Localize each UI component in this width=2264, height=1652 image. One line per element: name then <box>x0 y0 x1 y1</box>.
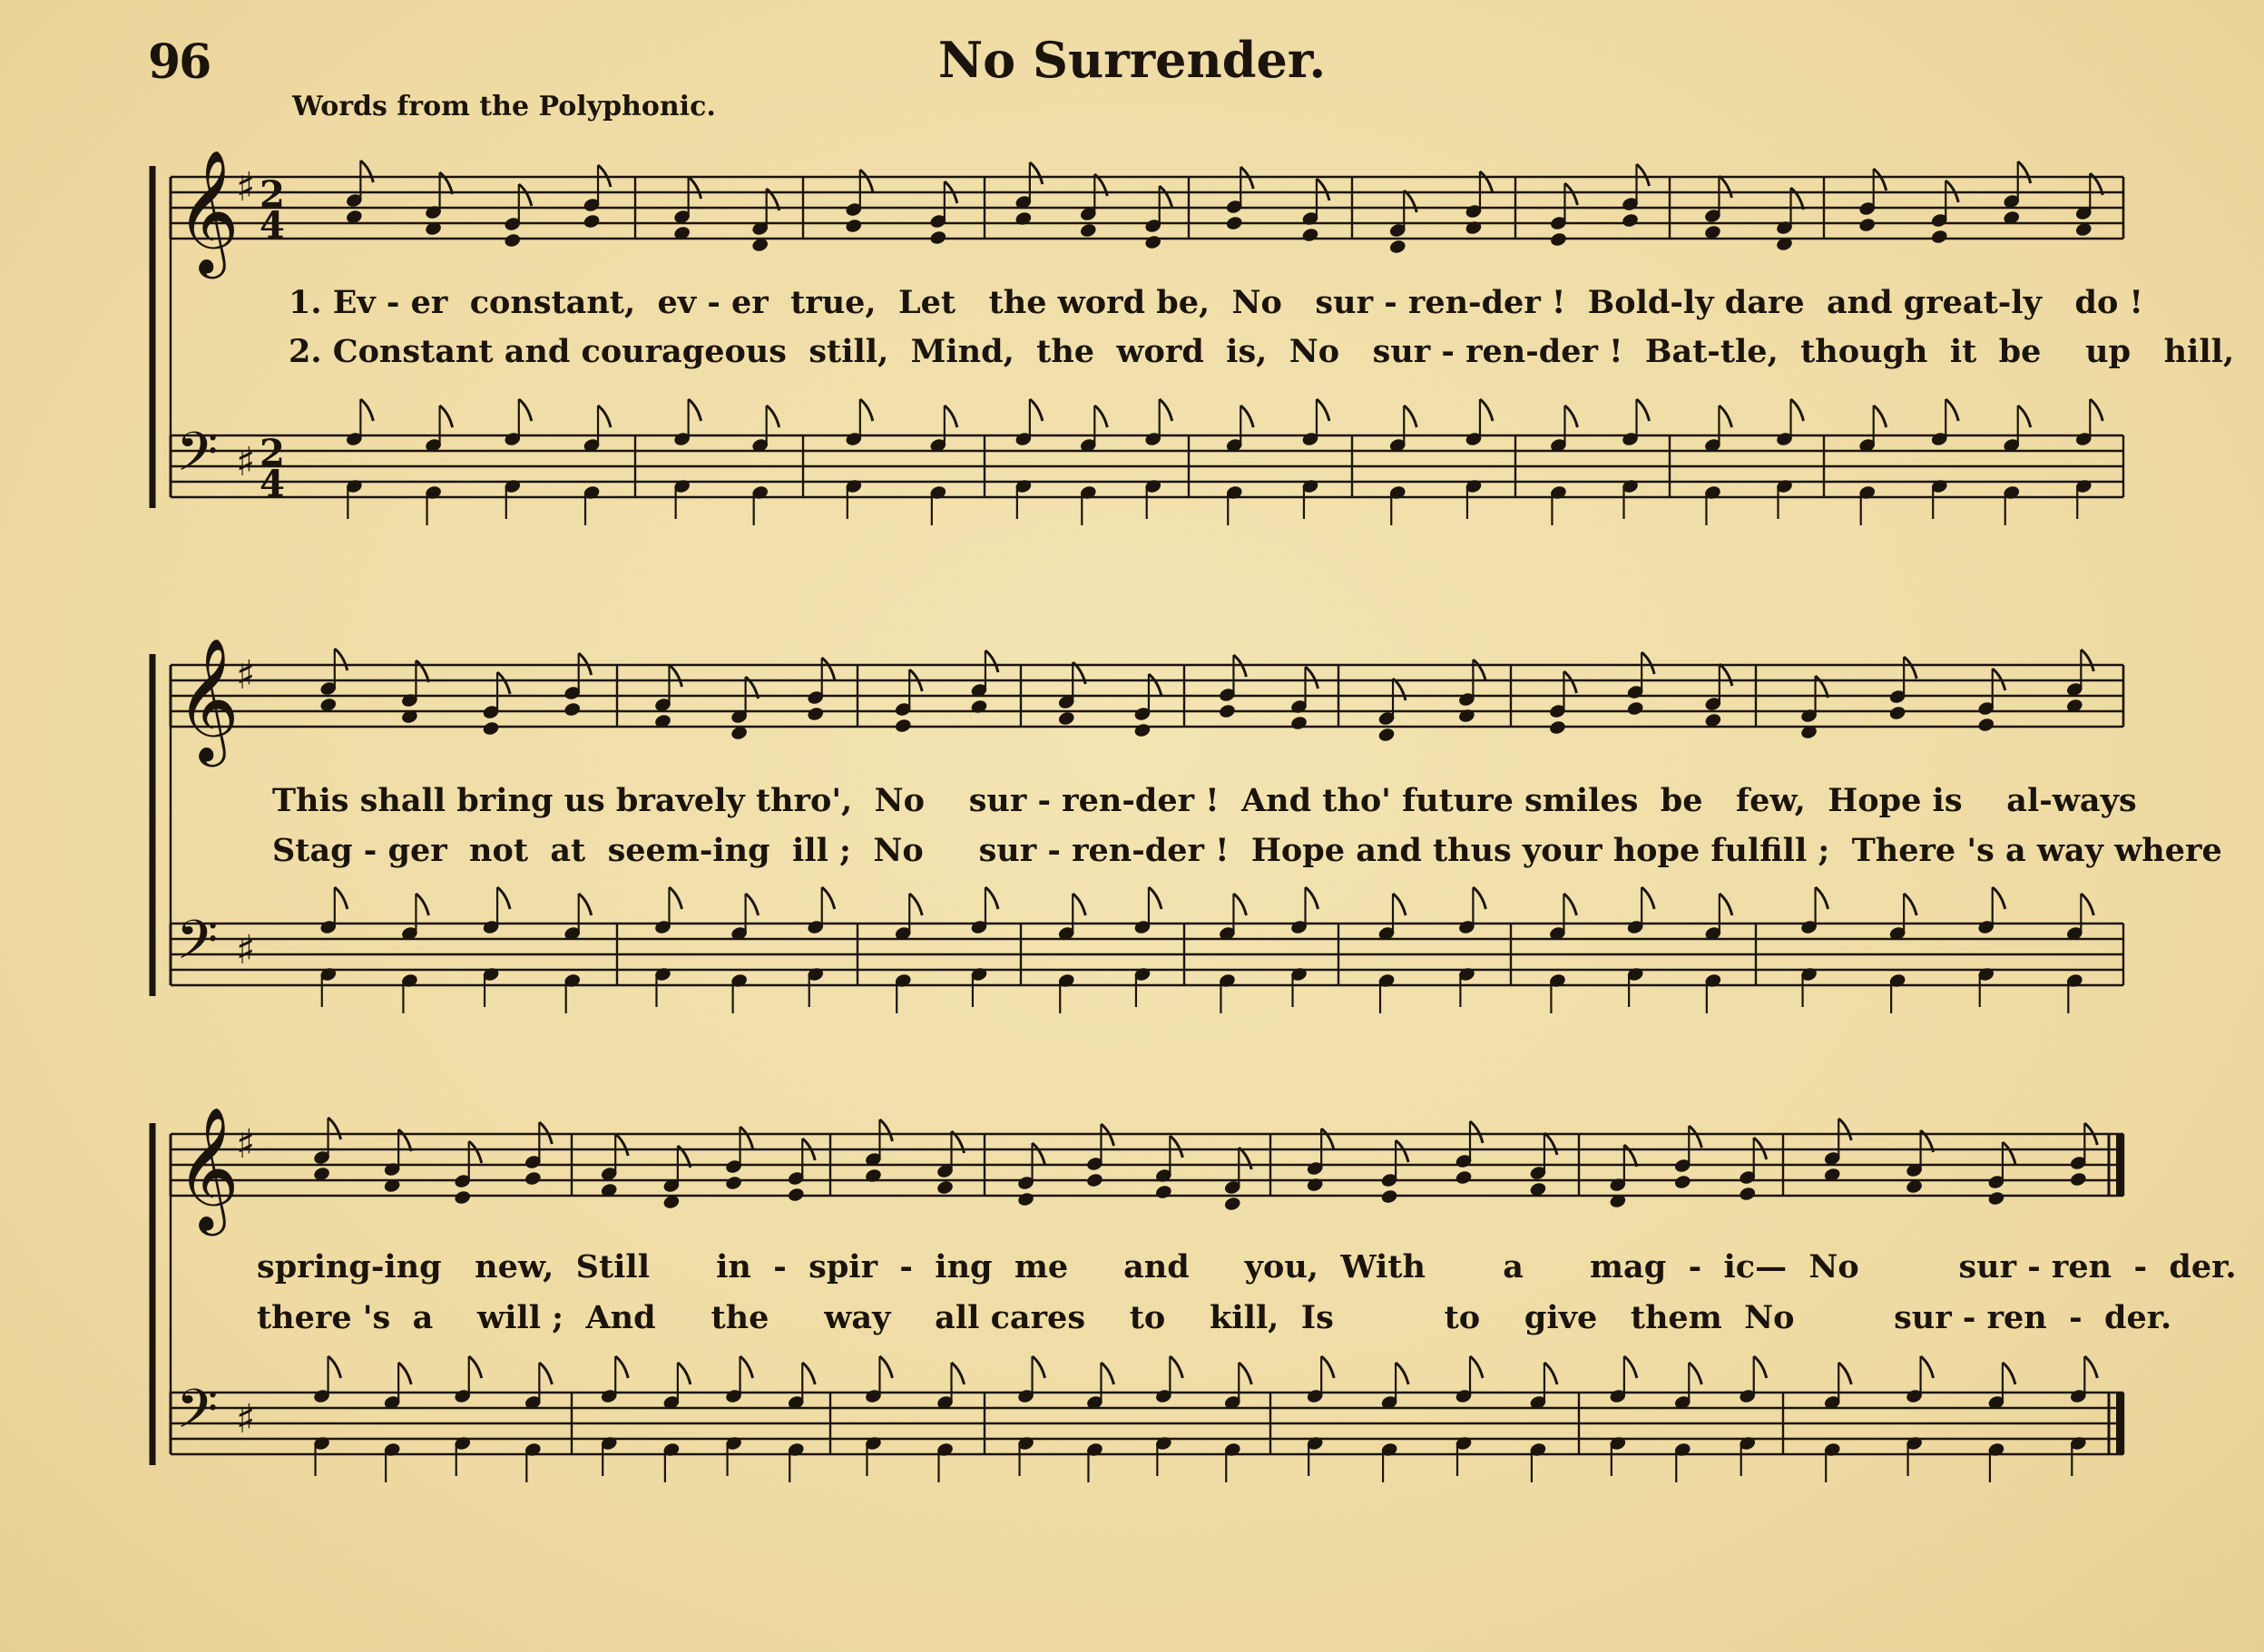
note-flag <box>398 1363 411 1384</box>
treble-clef-icon: 𝄞 <box>176 148 240 273</box>
note-flag <box>1321 1129 1334 1150</box>
note-flag <box>1689 1363 1701 1384</box>
sharp-icon: ♯ <box>236 652 256 699</box>
note-flag <box>328 1118 341 1139</box>
page-title: No Surrender. <box>937 31 1327 89</box>
treble-clef-icon: 𝄞 <box>176 636 240 761</box>
note-flag <box>398 1129 411 1151</box>
note-head <box>787 1187 805 1203</box>
note-flag <box>1544 1133 1557 1155</box>
note-flag <box>1170 1356 1182 1378</box>
note-flag <box>1470 1121 1483 1143</box>
note-flag <box>879 1119 892 1141</box>
page-number: 96 <box>148 34 211 90</box>
note-head <box>524 1170 542 1187</box>
note-flag <box>1921 1356 1934 1378</box>
lyric-line-verse-2: 2. Constant and courageous still, Mind, the word is, No sur - ren-der ! Bat-tle, though it be up hill, <box>289 333 2235 370</box>
sharp-icon: ♯ <box>236 164 256 210</box>
note-flag <box>539 1363 552 1384</box>
note-head <box>1306 1177 1324 1193</box>
note-flag <box>740 1127 753 1149</box>
note-head <box>1154 1184 1172 1200</box>
note-head <box>724 1175 742 1191</box>
note-flag <box>2084 1356 2097 1378</box>
note-flag <box>2003 1363 2015 1384</box>
note-flag <box>2003 1142 2015 1164</box>
lyric-line-verse-2: Stag - ger not at seem-ing ill ; No sur - ren-der ! Hope and thus your hope fulfill ; There 's a way where <box>272 832 2222 869</box>
note-flag <box>615 1134 628 1156</box>
bass-clef-icon: 𝄢 <box>176 908 219 984</box>
attribution: Words from the Polyphonic. <box>292 91 716 122</box>
note-flag <box>678 1363 691 1384</box>
bass-clef-icon: 𝄢 <box>176 420 219 496</box>
lyric-line-verse-1: 1. Ev - er constant, ev - er true, Let the word be, No sur - ren-der ! Bold-ly dare and great-ly do ! <box>289 284 2143 321</box>
sharp-icon: ♯ <box>236 439 256 485</box>
note-flag <box>1396 1140 1408 1162</box>
note-flag <box>1544 1363 1557 1384</box>
note-flag <box>469 1141 482 1163</box>
note-flag <box>1689 1126 1701 1148</box>
note-head <box>1223 1196 1241 1212</box>
note-head <box>1987 1190 2005 1207</box>
note-flag <box>1033 1356 1045 1378</box>
note-flag <box>615 1356 628 1378</box>
lyric-line-verse-1: This shall bring us bravely thro', No sur - ren-der ! And tho' future smiles be few, Hope is al-ways <box>272 782 2137 819</box>
note-flag <box>1170 1136 1182 1158</box>
note-head <box>1673 1174 1691 1190</box>
note-flag <box>1838 1119 1851 1140</box>
note-flag <box>1033 1143 1045 1165</box>
note-flag <box>1101 1363 1113 1384</box>
bass-clef-icon: 𝄢 <box>176 1377 219 1453</box>
note-head <box>1085 1172 1103 1188</box>
lyric-line-verse-1: spring-ing new, Still in - spir - ing me and you, With a mag - ic— No sur - ren - der. <box>257 1248 2237 1285</box>
note-head <box>1739 1186 1757 1202</box>
time-signature-bottom: 4 <box>260 204 285 247</box>
note-head <box>454 1189 472 1206</box>
note-flag <box>879 1356 892 1378</box>
sharp-icon: ♯ <box>236 1121 256 1168</box>
note-head <box>1380 1188 1398 1205</box>
note-head <box>2069 1171 2087 1188</box>
note-flag <box>952 1363 965 1384</box>
lyric-line-verse-2: there 's a will ; And the way all cares to kill, Is to give them No sur - ren - der. <box>257 1299 2172 1336</box>
note-flag <box>802 1363 815 1384</box>
sharp-icon: ♯ <box>236 1396 256 1442</box>
note-flag <box>740 1356 753 1378</box>
note-flag <box>1838 1363 1851 1384</box>
note-flag <box>1239 1148 1251 1169</box>
note-head <box>936 1179 954 1196</box>
note-flag <box>1321 1356 1334 1378</box>
note-flag <box>328 1356 341 1378</box>
time-signature-top: 2 <box>260 432 285 474</box>
note-head <box>1455 1169 1473 1186</box>
time-signature-top: 2 <box>260 173 285 216</box>
time-signature-bottom: 4 <box>260 463 285 505</box>
treble-clef-icon: 𝄞 <box>176 1105 240 1230</box>
note-flag <box>1624 1356 1637 1378</box>
note-flag <box>1624 1145 1637 1167</box>
note-head <box>1016 1191 1034 1207</box>
note-flag <box>1470 1356 1483 1378</box>
note-head <box>864 1168 882 1184</box>
sharp-icon: ♯ <box>236 927 256 973</box>
note-flag <box>1396 1363 1408 1384</box>
note-flag <box>1239 1363 1251 1384</box>
note-flag <box>469 1356 482 1378</box>
note-flag <box>1754 1356 1767 1378</box>
